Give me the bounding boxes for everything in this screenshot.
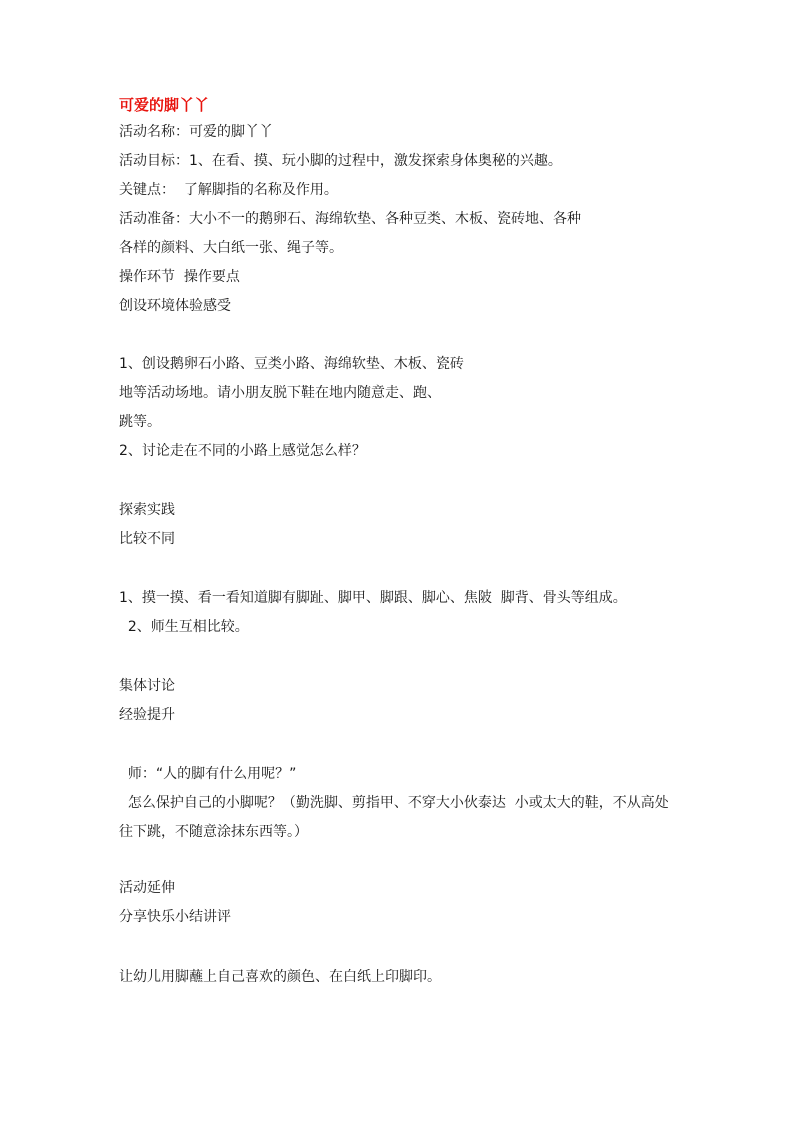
paragraph-line: 跳等。 (119, 414, 161, 430)
section-heading: 探索实践 (119, 502, 175, 518)
activity-goal-line: 活动目标：1、在看、摸、玩小脚的过程中，激发探索身体奥秘的兴趣。 (119, 153, 562, 169)
paragraph-line: 往下跳，不随意涂抹东西等。） (119, 824, 308, 840)
paragraph-line: 师：“人的脚有什么用呢？” (119, 766, 297, 782)
section-heading: 创设环境体验感受 (119, 298, 231, 314)
paragraph-line: 怎么保护自己的小脚呢？（勤洗脚、剪指甲、不穿大小伙泰达 小或太大的鞋，不从高处 (119, 795, 669, 811)
preparation-line-1: 活动准备：大小不一的鹅卵石、海绵软垫、各种豆类、木板、瓷砖地、各种 (119, 211, 581, 227)
paragraph-line: 2、师生互相比较。 (119, 619, 249, 635)
section-heading: 集体讨论 (119, 678, 175, 694)
paragraph-line: 2、讨论走在不同的小路上感觉怎么样？ (119, 443, 366, 459)
section-heading: 活动延伸 (119, 880, 175, 896)
document-title: 可爱的脚丫丫 (119, 96, 210, 114)
preparation-line-2: 各样的颜料、大白纸一张、绳子等。 (119, 240, 343, 256)
activity-name-line: 活动名称：可爱的脚丫丫 (119, 124, 273, 140)
section-heading: 经验提升 (119, 707, 175, 723)
section-heading: 分享快乐小结讲评 (119, 909, 231, 925)
paragraph-line: 让幼儿用脚蘸上自己喜欢的颜色、在白纸上印脚印。 (119, 969, 441, 985)
section-header-line: 操作环节 操作要点 (119, 269, 240, 285)
paragraph-line: 1、摸一摸、看一看知道脚有脚趾、脚甲、脚跟、脚心、焦陂 脚背、骨头等组成。 (119, 590, 627, 606)
section-heading: 比较不同 (119, 531, 175, 547)
key-point-line: 关键点： 了解脚指的名称及作用。 (119, 182, 338, 198)
paragraph-line: 地等活动场地。请小朋友脱下鞋在地内随意走、跑、 (119, 385, 441, 401)
paragraph-line: 1、创设鹅卵石小路、豆类小路、海绵软垫、木板、瓷砖 (119, 356, 464, 372)
